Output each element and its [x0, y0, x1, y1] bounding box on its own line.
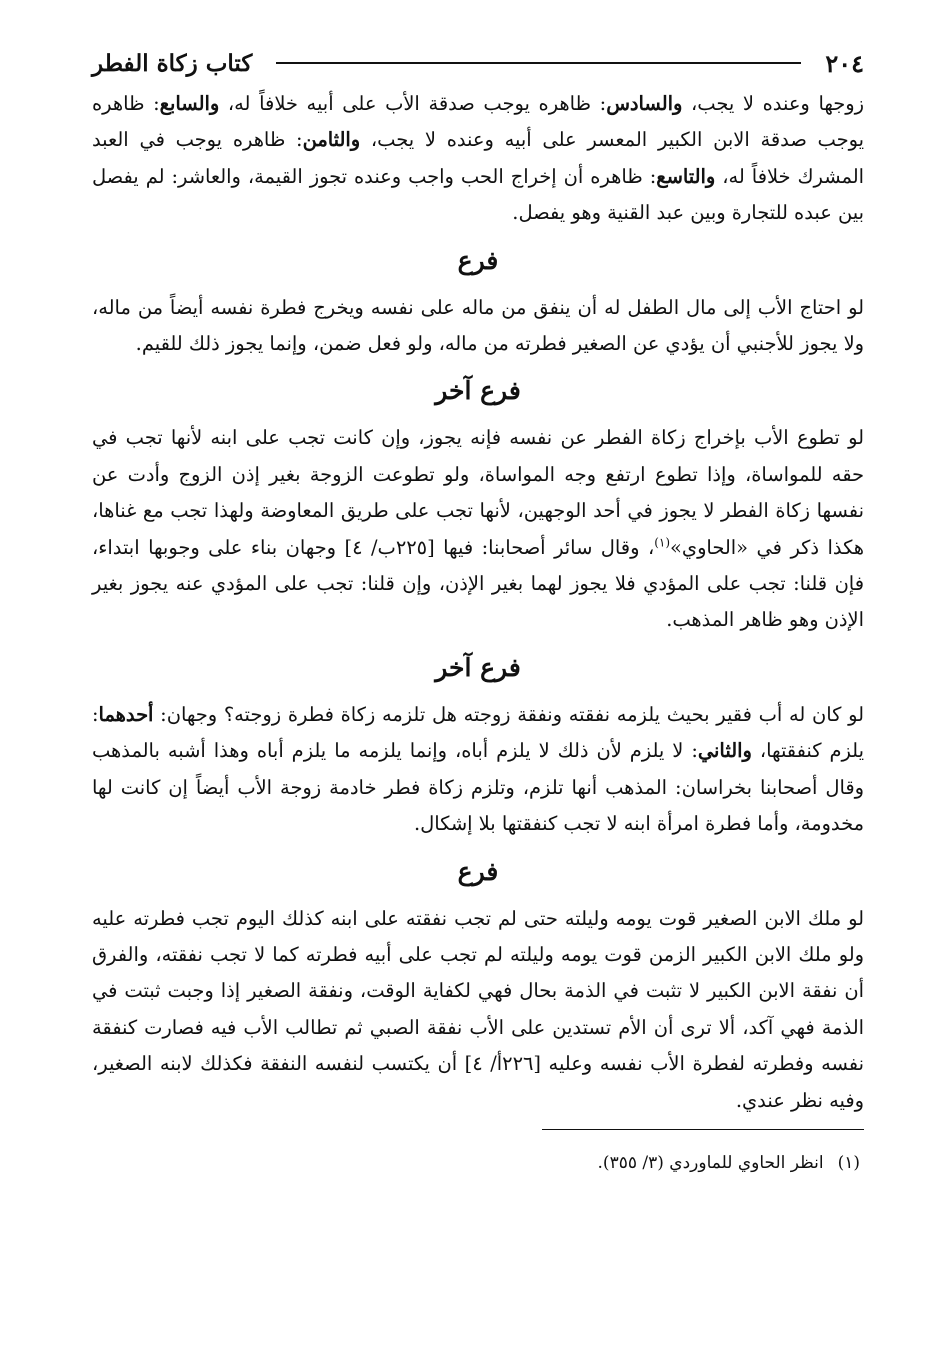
intro-text-2: : ظاهره يوجب صدقة الأب على أبيه خلافاً له،	[219, 92, 607, 115]
section-paragraph-4: لو ملك الابن الصغير قوت يومه وليلته حتى لم تجب نفقته على ابنه كذلك اليوم تجب فطرته عليه ولو ملك الابن الكبير الزمن قوت يومه وليلته لم تجب على أبيه فطرته كما لا تجب نفقته، والفرق أن نفقة الابن الكبير لا تثبت في الذمة بحال فهي لكفاية الوقت، ونفقة الصغير إذا وجبت ثبتت في الذمة فهي آكد، ألا ترى أن الأم تستدين على الأب نفقة الصبي ثم تطالب الأب فيه فصارت كنفقة نفسه وفطرته لفطرة الأب نفسه وعليه [٢٢٦أ/ ٤] أن يكتسب لنفسه النفقة فكذلك لابنه الصغير، وفيه نظر عندي.	[92, 906, 864, 1112]
section-heading-4: فرع	[457, 856, 499, 886]
footnote-divider	[542, 1129, 864, 1130]
section-paragraph-1: لو احتاج الأب إلى مال الطفل له أن ينفق من ماله على نفسه ويخرج فطرة نفسه أيضاً من ماله، ولا يجوز للأجنبي أن يؤدي عن الصغير فطرته من ماله، ولو فعل ضمن، وإنما يجوز ذلك للقيم.	[92, 295, 864, 356]
page-header	[92, 40, 864, 86]
keyword-eighth: والثامن	[302, 128, 361, 152]
intro-text-5: : ظاهره أن إخراج الحب واجب وعنده تجوز القيمة، والعاشر: لم يفصل بين عبده للتجارة وبين عبد القنية وهو يفصل.	[92, 164, 864, 225]
keyword-ninth: والتاسع	[656, 164, 716, 188]
keyword-sixth: والسادس	[606, 92, 683, 115]
intro-text-1: زوجها وعنده لا يجب،	[682, 92, 865, 115]
section2-text-1: لو تطوع الأب بإخراج زكاة الفطر عن نفسه فإنه يجوز، وإن كانت تجب على ابنه لأنها تجب في حقه للمواساة، وإذا تطوع ارتفع وجه المواساة، ولو تطوعت الزوجة بغير إذن الزوج وأدت عن نفسها زكاة الفطر لا يجوز في أحد الوجهين، لأنها تجب على طريق المعاوضة ولهذا تجب مع غناها، هكذا ذكر في «الحاوي»	[92, 426, 865, 559]
section-heading-3: فرع آخر	[435, 652, 521, 682]
keyword-first: أحدهما	[98, 702, 154, 726]
intro-text-4: : ظاهره يوجب في العبد المشرك خلافاً له،	[92, 128, 865, 188]
section3-text-1: لو كان له أب فقير بحيث يلزمه نفقته ونفقة زوجته هل تلزمه زكاة فطرة زوجته؟ وجهان:	[153, 702, 864, 726]
intro-text-3: : ظاهره يوجب صدقة الابن الكبير المعسر على أبيه وعنده لا يجب،	[92, 92, 864, 152]
section3-text-3: : لا يلزم لأن ذلك لا يلزم أباه، وإنما يلزمه ما يلزم أباه وهذا أشبه بالمذهب وقال أصحابنا بخراسان: المذهب أنها تلزم، وتلزم زكاة فطر خادمة زوجة الأب أيضاً إن كانت لها مخدومة، وأما فطرة امرأة ابنه لا تجب كنفقتها بلا إشكال.	[92, 739, 864, 836]
book-page	[92, 40, 864, 1178]
section-heading-1: فرع	[457, 245, 499, 275]
header-divider	[276, 62, 801, 64]
keyword-seventh: والسابع	[159, 92, 220, 115]
footnote	[92, 1148, 864, 1178]
section2-text-2: ، وقال سائر أصحابنا: فيها [٢٢٥ب/ ٤] وجهان بناء على وجوبها ابتداء، فإن قلنا: تجب على المؤدي فلا يجوز لهما بغير الإذن، وإن قلنا: تجب على المؤدي عنه يجوز بغير الإذن وهو ظاهر المذهب.	[92, 535, 864, 632]
footnote-reference: (١)	[654, 535, 671, 550]
intro-paragraph	[92, 86, 864, 232]
page-number: ٢٠٤	[825, 48, 864, 78]
section-heading-2: فرع آخر	[435, 376, 521, 406]
footnote-text: انظر الحاوي للماوردي (٣/ ٣٥٥).	[597, 1152, 824, 1173]
keyword-second: والثاني	[697, 739, 752, 763]
section3-text-2: : يلزم كنفقتها،	[92, 702, 865, 763]
running-title: كتاب زكاة الفطر	[92, 49, 253, 77]
section-paragraph-2	[92, 420, 864, 638]
footnote-marker: (١)	[837, 1152, 860, 1173]
section-paragraph-3	[92, 697, 864, 843]
